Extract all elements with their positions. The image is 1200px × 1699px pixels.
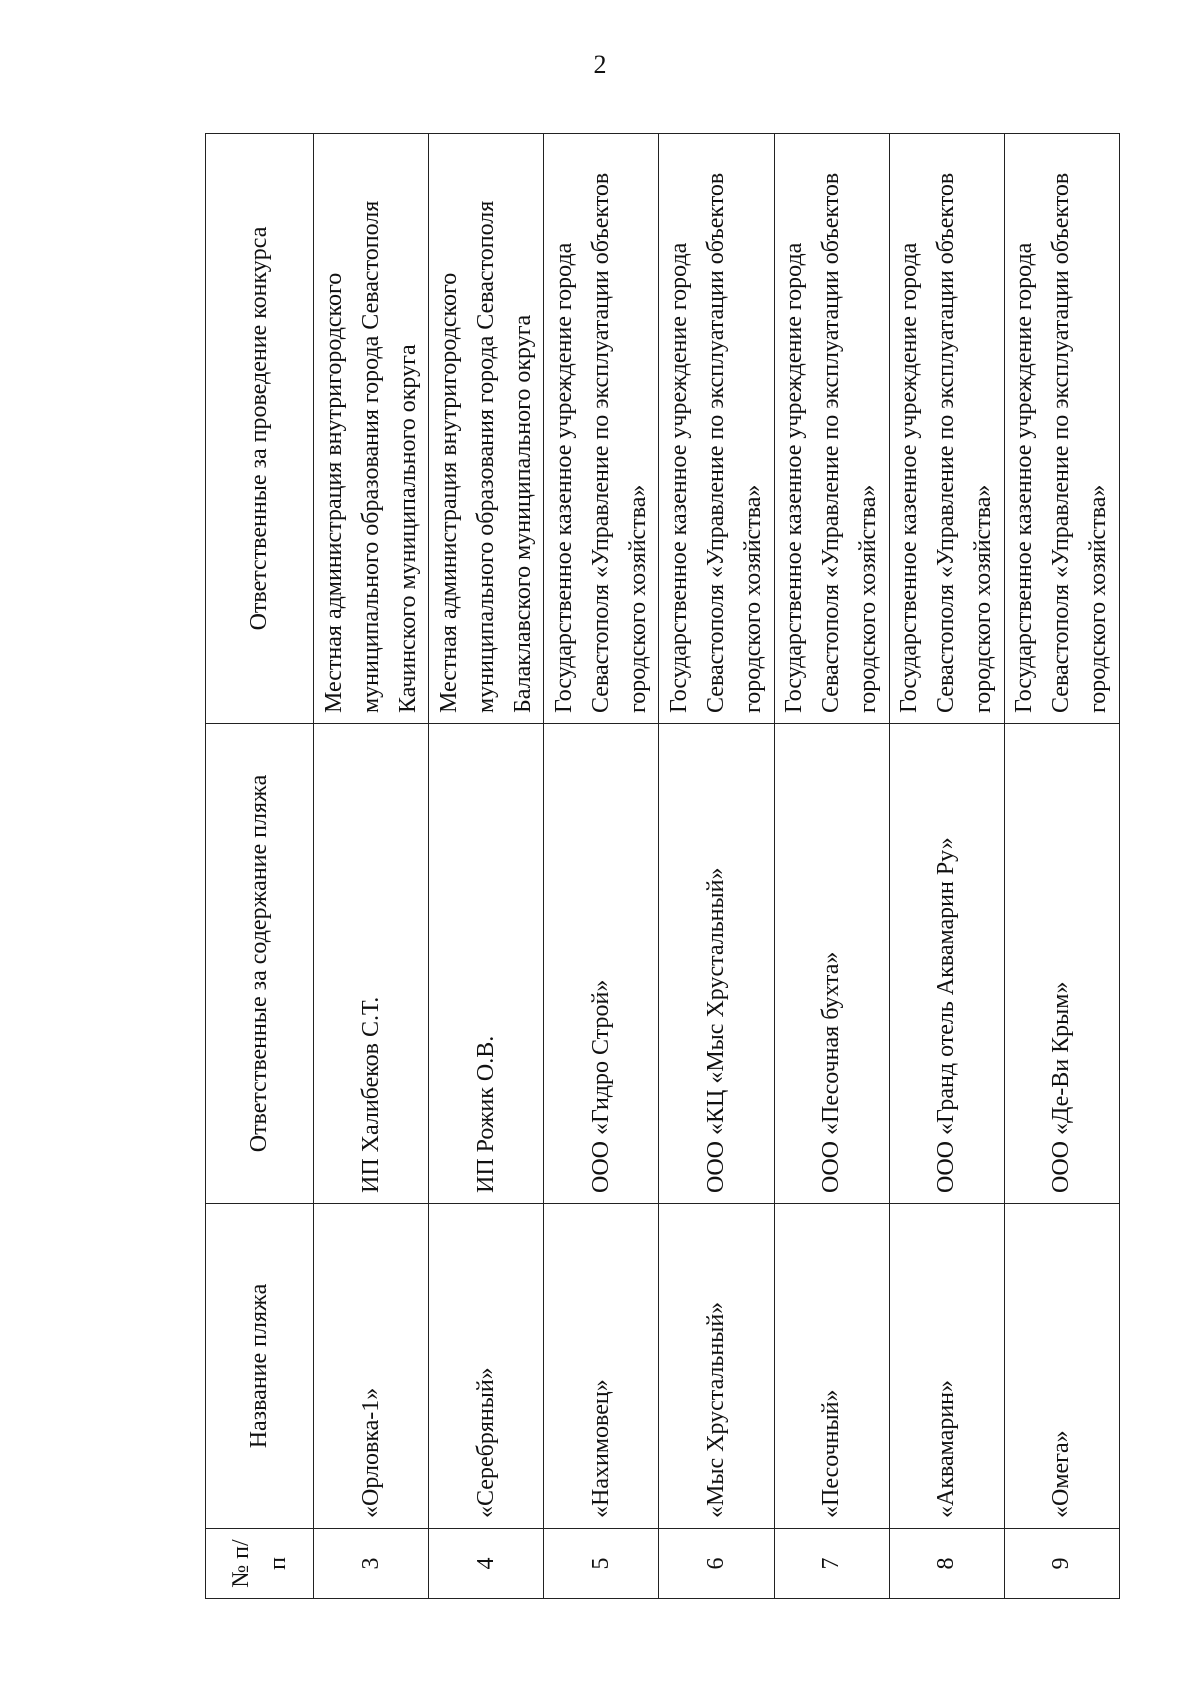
cell-beach-name: «Нахимовец» <box>544 1204 659 1529</box>
cell-beach-name: «Омега» <box>1004 1204 1119 1529</box>
header-num: № п/п <box>206 1529 314 1599</box>
table-row <box>774 134 889 1599</box>
cell-num: 4 <box>429 1529 544 1599</box>
table-row <box>659 134 774 1599</box>
cell-contest: Государственное казенное учреждение города Севастополя «Управление по эксплуатации объектов городского хозяйства» <box>1004 134 1119 724</box>
cell-beach-name: «Мыс Хрустальный» <box>659 1204 774 1529</box>
cell-num: 3 <box>314 1529 429 1599</box>
cell-num: 5 <box>544 1529 659 1599</box>
header-maintenance: Ответственные за содержание пляжа <box>206 724 314 1204</box>
table-row <box>889 134 1004 1599</box>
cell-contest: Местная администрация внутригородского муниципального образования города Севастополя Качинского муниципального округа <box>314 134 429 724</box>
cell-maintenance: ООО «Гидро Строй» <box>544 724 659 1204</box>
table-row <box>314 134 429 1599</box>
cell-contest: Государственное казенное учреждение города Севастополя «Управление по эксплуатации объектов городского хозяйства» <box>544 134 659 724</box>
cell-contest: Государственное казенное учреждение города Севастополя «Управление по эксплуатации объектов городского хозяйства» <box>774 134 889 724</box>
beach-table <box>205 133 1120 1599</box>
header-beach-name: Название пляжа <box>206 1204 314 1529</box>
cell-beach-name: «Песочный» <box>774 1204 889 1529</box>
cell-beach-name: «Серебряный» <box>429 1204 544 1529</box>
cell-maintenance: ООО «КЦ «Мыс Хрустальный» <box>659 724 774 1204</box>
cell-maintenance: ООО «Гранд отель Аквамарин Ру» <box>889 724 1004 1204</box>
cell-num: 7 <box>774 1529 889 1599</box>
cell-maintenance: ООО «Де-Ви Крым» <box>1004 724 1119 1204</box>
cell-contest: Государственное казенное учреждение города Севастополя «Управление по эксплуатации объектов городского хозяйства» <box>659 134 774 724</box>
cell-num: 8 <box>889 1529 1004 1599</box>
table-header-row <box>206 134 314 1599</box>
cell-beach-name: «Аквамарин» <box>889 1204 1004 1529</box>
cell-maintenance: ООО «Песочная бухта» <box>774 724 889 1204</box>
cell-num: 9 <box>1004 1529 1119 1599</box>
cell-contest: Государственное казенное учреждение города Севастополя «Управление по эксплуатации объектов городского хозяйства» <box>889 134 1004 724</box>
cell-maintenance: ИП Рожик О.В. <box>429 724 544 1204</box>
cell-maintenance: ИП Халибеков С.Т. <box>314 724 429 1204</box>
cell-num: 6 <box>659 1529 774 1599</box>
header-contest: Ответственные за проведение конкурса <box>206 134 314 724</box>
page-number: 2 <box>593 50 607 79</box>
table-row <box>1004 134 1119 1599</box>
cell-contest: Местная администрация внутригородского муниципального образования города Севастополя Балаклавского муниципального округа <box>429 134 544 724</box>
cell-beach-name: «Орловка-1» <box>314 1204 429 1529</box>
table-row <box>429 134 544 1599</box>
rotated-table-wrapper <box>205 134 1120 1599</box>
table-row <box>544 134 659 1599</box>
